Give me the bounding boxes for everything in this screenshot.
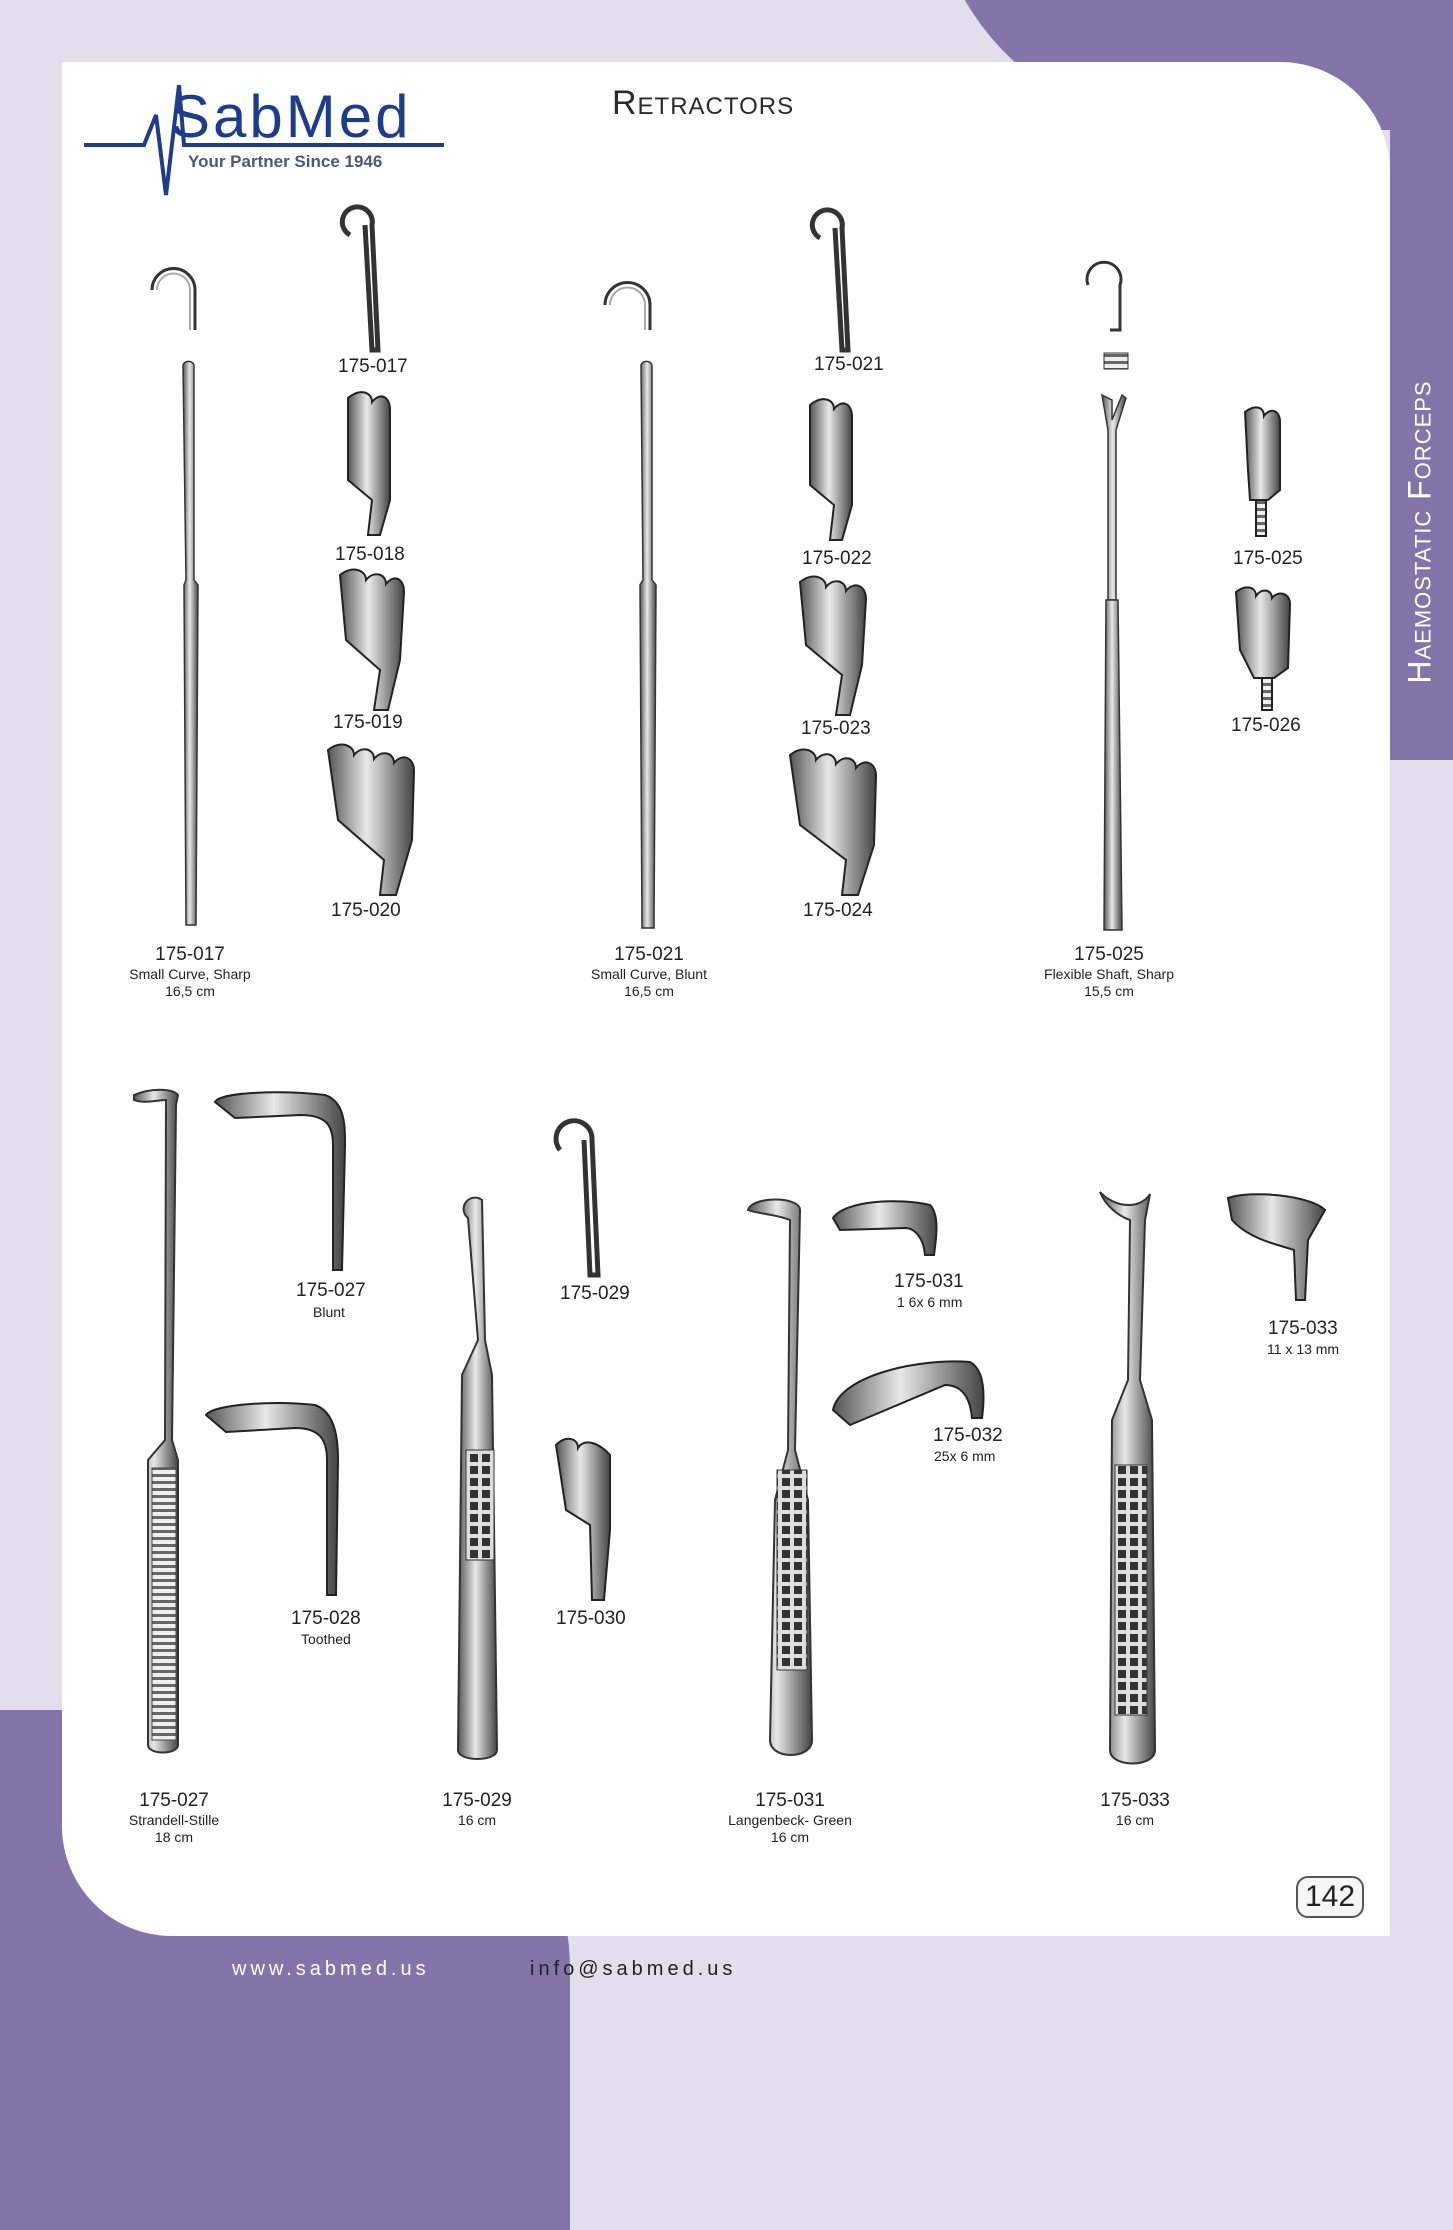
callout-175-028: 175-028 <box>291 1608 361 1629</box>
footer-website-link[interactable]: www.sabmed.us <box>232 1958 430 1980</box>
product-code: 175-027 <box>139 1790 209 1811</box>
product-description: Langenbeck- Green <box>728 1812 852 1828</box>
tip-175-033 <box>1228 1194 1325 1300</box>
tip-175-030 <box>556 1439 610 1600</box>
section-tab-label: Haemostatic Forceps <box>1401 380 1438 684</box>
callout-175-031-size: 1 6x 6 mm <box>897 1294 963 1310</box>
instrument-175-021 <box>605 283 656 929</box>
page-number: 142 <box>1296 1876 1364 1918</box>
instrument-175-033 <box>1100 1192 1155 1764</box>
tip-175-024 <box>790 750 876 895</box>
tip-175-023 <box>800 577 866 715</box>
callout-175-023: 175-023 <box>801 718 871 739</box>
callout-175-024: 175-024 <box>803 900 873 921</box>
callout-175-027-note: Blunt <box>313 1304 345 1320</box>
tip-175-027 <box>215 1092 345 1270</box>
callout-175-025: 175-025 <box>1233 548 1303 569</box>
product-description: Small Curve, Blunt <box>591 966 707 982</box>
tip-175-031 <box>833 1201 937 1255</box>
tip-175-028 <box>206 1403 338 1595</box>
callout-175-017: 175-017 <box>338 356 408 377</box>
callout-175-026: 175-026 <box>1231 715 1301 736</box>
product-code: 175-025 <box>1074 944 1144 965</box>
product-size: 16,5 cm <box>624 983 674 999</box>
product-code: 175-031 <box>755 1790 825 1811</box>
product-description: Small Curve, Sharp <box>129 966 251 982</box>
product-caption-175-031 <box>728 1790 852 1846</box>
callout-175-028-note: Toothed <box>301 1631 351 1647</box>
product-code: 175-021 <box>614 944 684 965</box>
tip-175-032 <box>833 1361 984 1425</box>
tip-175-026 <box>1236 587 1290 710</box>
instrument-175-025 <box>1087 262 1128 930</box>
product-caption-175-027 <box>129 1790 219 1846</box>
callout-175-031: 175-031 <box>894 1271 964 1292</box>
callout-175-019: 175-019 <box>333 712 403 733</box>
product-size: 18 cm <box>154 1829 194 1845</box>
instrument-175-027 <box>134 1090 178 1753</box>
callout-175-018: 175-018 <box>335 544 405 565</box>
callout-175-021: 175-021 <box>814 354 884 375</box>
callout-175-027: 175-027 <box>296 1280 366 1301</box>
product-code: 175-033 <box>1100 1790 1170 1811</box>
callout-175-033: 175-033 <box>1268 1318 1338 1339</box>
instrument-175-031 <box>748 1200 812 1756</box>
tip-175-022 <box>810 399 852 540</box>
product-code: 175-029 <box>442 1790 512 1811</box>
product-size: 15,5 cm <box>1084 983 1134 999</box>
callout-175-033-size: 11 x 13 mm <box>1267 1341 1340 1357</box>
page-title: Retractors <box>612 84 795 122</box>
tip-175-021 <box>812 210 848 350</box>
product-caption-175-017 <box>129 944 250 1000</box>
callout-175-032: 175-032 <box>933 1425 1003 1446</box>
product-size: 16 cm <box>1115 1812 1155 1828</box>
product-caption-175-025 <box>1044 944 1174 1000</box>
product-code: 175-017 <box>155 944 225 965</box>
product-size: 16 cm <box>457 1812 497 1828</box>
brand-tagline: Your Partner Since 1946 <box>188 152 383 171</box>
callout-175-022: 175-022 <box>802 548 872 569</box>
product-caption-175-021 <box>591 944 707 1000</box>
brand-name: SabMed <box>170 83 412 150</box>
product-caption-175-029 <box>442 1790 512 1829</box>
instrument-175-029 <box>458 1198 497 1759</box>
product-size: 16 cm <box>770 1829 810 1845</box>
tip-175-017 <box>342 207 378 350</box>
footer-email-link[interactable]: info@sabmed.us <box>530 1958 737 1980</box>
instrument-175-017 <box>152 268 198 925</box>
tip-175-018 <box>348 392 390 535</box>
callout-175-030: 175-030 <box>556 1608 626 1629</box>
tip-175-025 <box>1245 407 1280 536</box>
callout-175-029: 175-029 <box>560 1283 630 1304</box>
tip-175-019 <box>340 570 404 710</box>
product-caption-175-033 <box>1100 1790 1170 1829</box>
callout-175-032-size: 25x 6 mm <box>934 1448 996 1464</box>
product-description: Strandell-Stille <box>128 1812 220 1828</box>
product-size: 16,5 cm <box>165 983 215 999</box>
tip-175-029 <box>556 1121 598 1275</box>
tip-175-020 <box>328 745 414 895</box>
product-description: Flexible Shaft, Sharp <box>1044 966 1174 982</box>
callout-175-020: 175-020 <box>331 900 401 921</box>
